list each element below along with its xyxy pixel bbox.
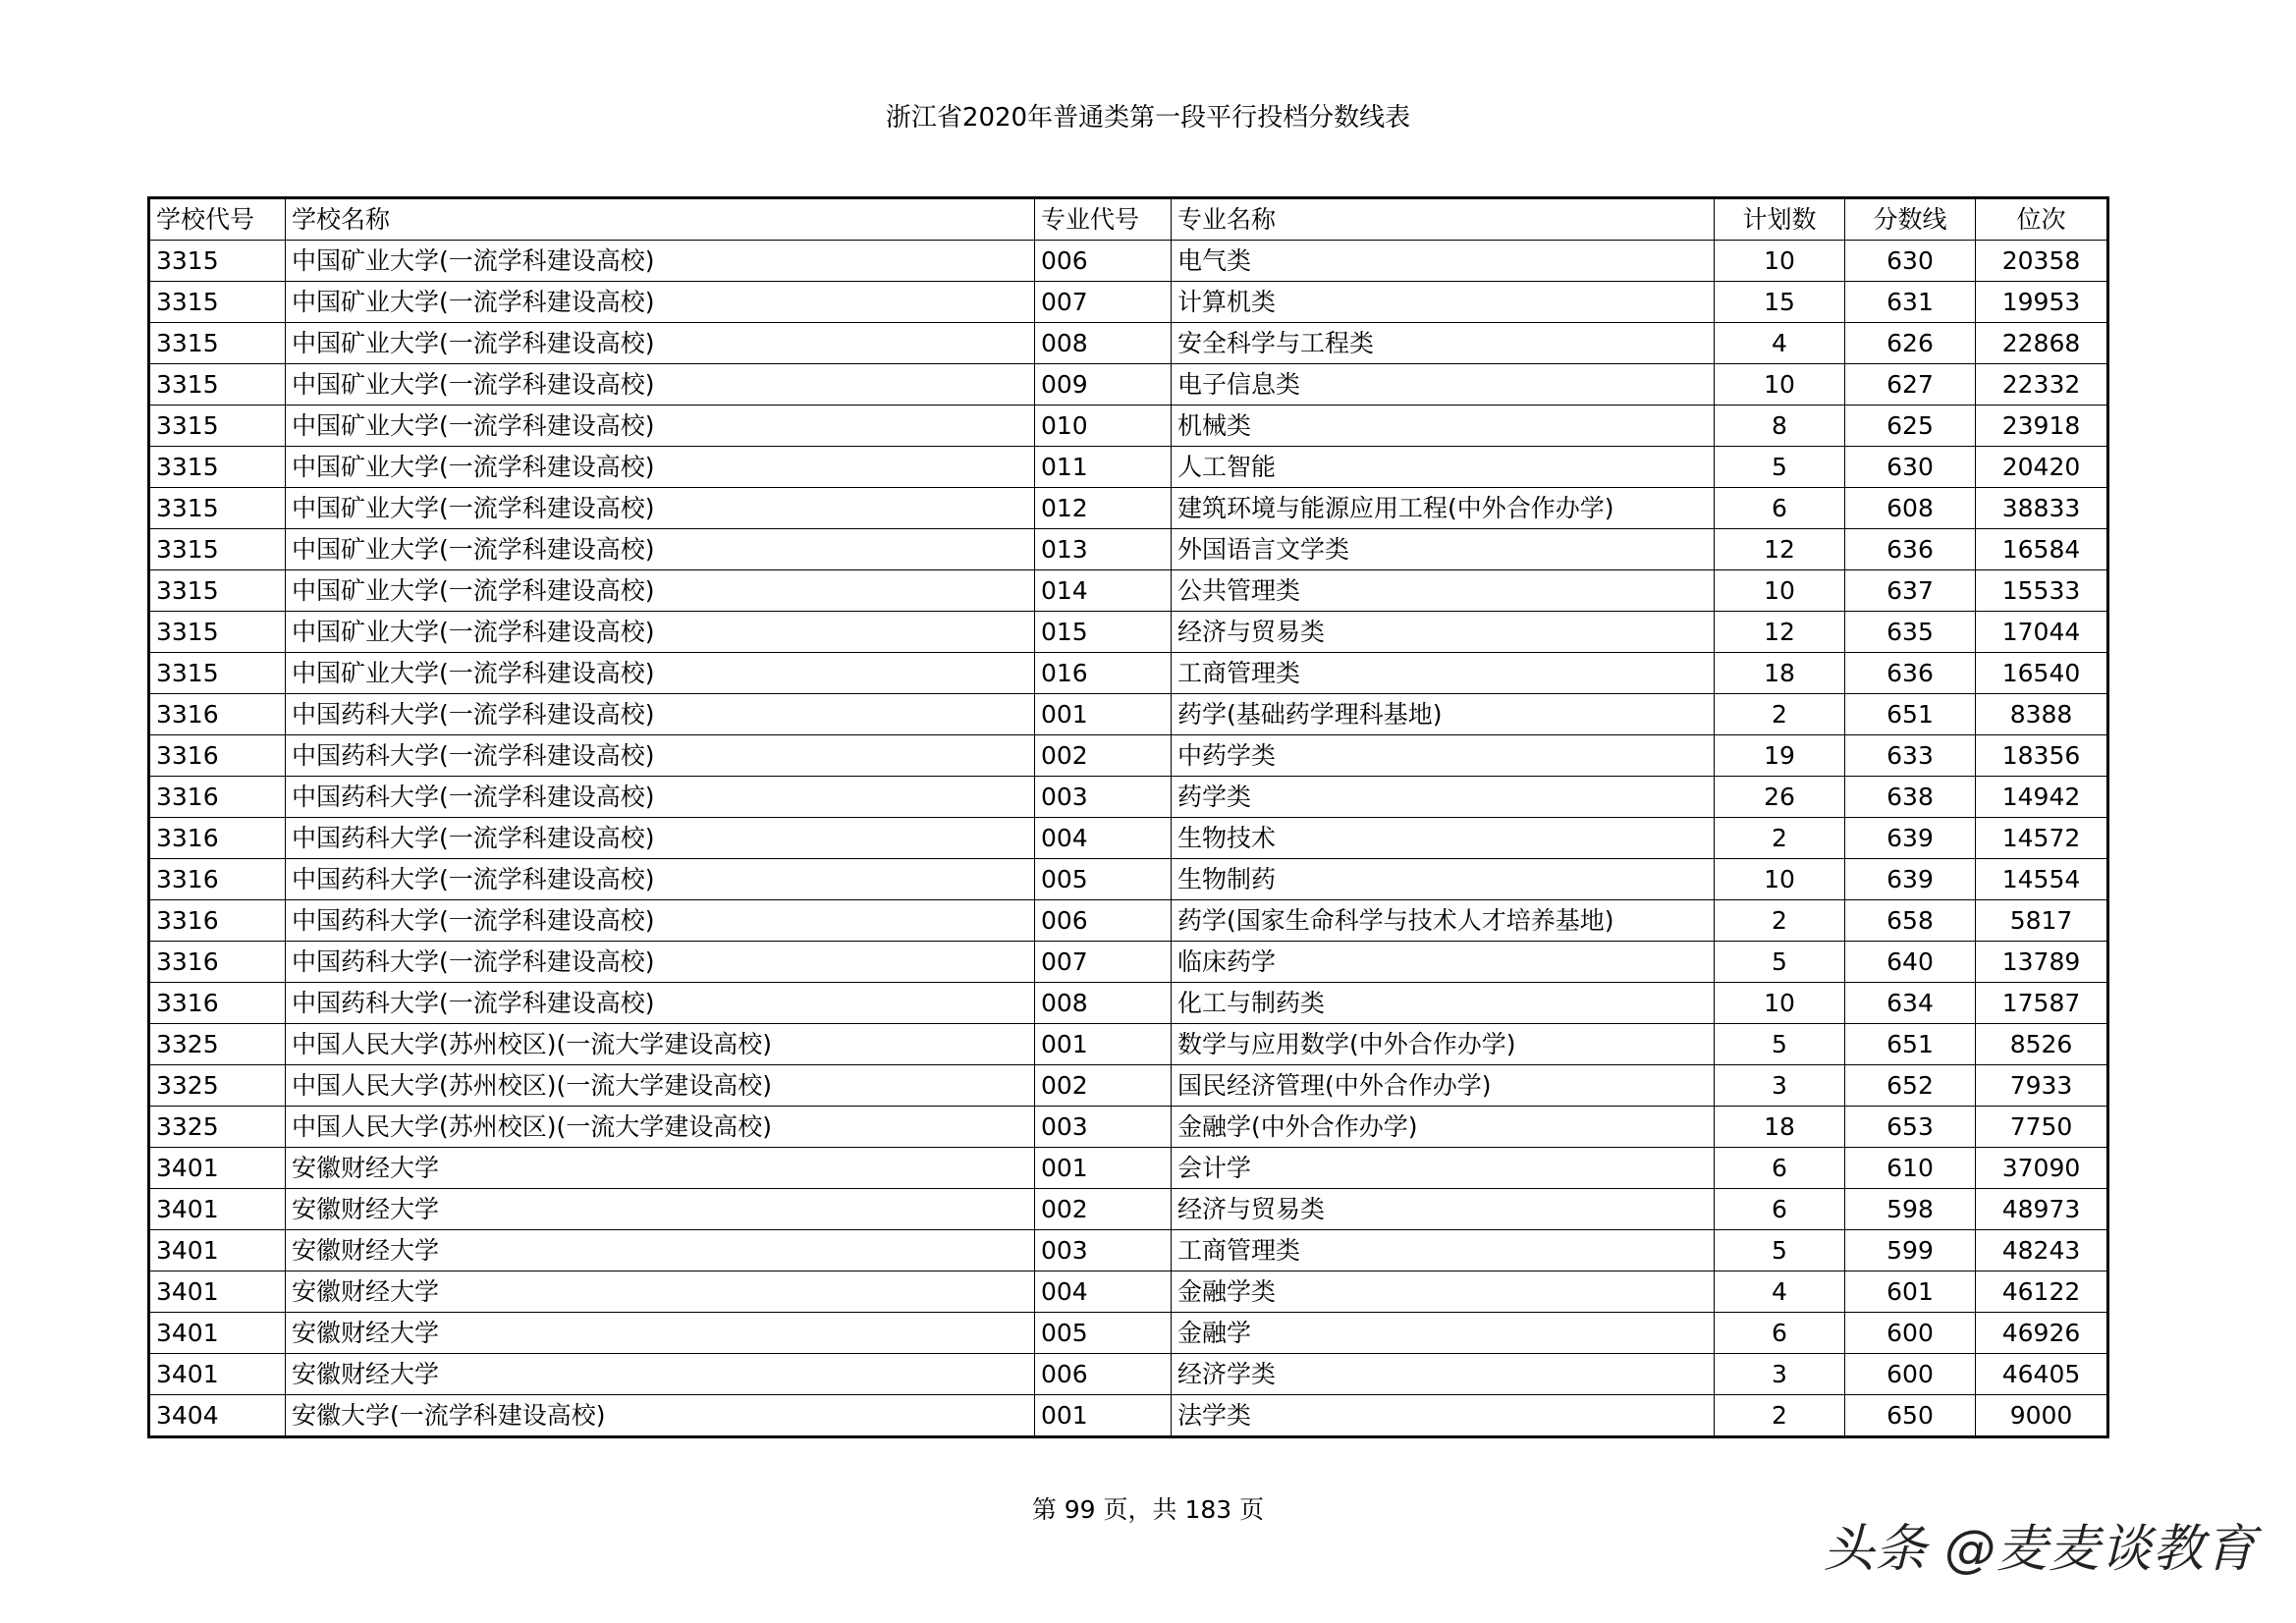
school-name-cell: 中国矿业大学(一流学科建设高校) [286, 406, 1035, 447]
rank-cell: 46405 [1976, 1354, 2108, 1395]
rank-cell: 15533 [1976, 570, 2108, 612]
school-name-cell: 中国矿业大学(一流学科建设高校) [286, 364, 1035, 406]
school-name-cell: 中国药科大学(一流学科建设高校) [286, 942, 1035, 983]
school-code-cell: 3401 [149, 1271, 286, 1313]
score-line-cell: 651 [1845, 1024, 1976, 1065]
header-major-code: 专业代号 [1035, 198, 1172, 241]
major-code-cell: 010 [1035, 406, 1172, 447]
plan-count-cell: 2 [1715, 694, 1845, 735]
score-line-cell: 600 [1845, 1313, 1976, 1354]
school-code-cell: 3316 [149, 900, 286, 942]
school-name-cell: 安徽财经大学 [286, 1189, 1035, 1230]
table-row [149, 612, 2108, 653]
score-line-cell: 650 [1845, 1395, 1976, 1437]
major-name-cell: 外国语言文学类 [1172, 529, 1715, 570]
table-row [149, 1148, 2108, 1189]
table-row [149, 364, 2108, 406]
table-row [149, 1395, 2108, 1437]
table-row [149, 529, 2108, 570]
major-code-cell: 002 [1035, 1065, 1172, 1107]
table-row [149, 570, 2108, 612]
table-row [149, 900, 2108, 942]
major-code-cell: 007 [1035, 942, 1172, 983]
header-plan-count: 计划数 [1715, 198, 1845, 241]
header-score-line: 分数线 [1845, 198, 1976, 241]
major-code-cell: 014 [1035, 570, 1172, 612]
school-name-cell: 中国人民大学(苏州校区)(一流大学建设高校) [286, 1107, 1035, 1148]
rank-cell: 17044 [1976, 612, 2108, 653]
rank-cell: 46122 [1976, 1271, 2108, 1313]
table-row [149, 406, 2108, 447]
plan-count-cell: 12 [1715, 529, 1845, 570]
plan-count-cell: 5 [1715, 942, 1845, 983]
plan-count-cell: 10 [1715, 983, 1845, 1024]
score-line-cell: 600 [1845, 1354, 1976, 1395]
major-name-cell: 人工智能 [1172, 447, 1715, 488]
major-code-cell: 001 [1035, 1024, 1172, 1065]
major-code-cell: 001 [1035, 694, 1172, 735]
school-name-cell: 中国矿业大学(一流学科建设高校) [286, 323, 1035, 364]
score-line-cell: 627 [1845, 364, 1976, 406]
major-name-cell: 金融学 [1172, 1313, 1715, 1354]
major-code-cell: 003 [1035, 777, 1172, 818]
plan-count-cell: 4 [1715, 1271, 1845, 1313]
table-row [149, 1230, 2108, 1271]
score-line-cell: 634 [1845, 983, 1976, 1024]
school-name-cell: 中国药科大学(一流学科建设高校) [286, 694, 1035, 735]
school-name-cell: 中国药科大学(一流学科建设高校) [286, 777, 1035, 818]
plan-count-cell: 8 [1715, 406, 1845, 447]
major-name-cell: 电子信息类 [1172, 364, 1715, 406]
plan-count-cell: 4 [1715, 323, 1845, 364]
plan-count-cell: 5 [1715, 1230, 1845, 1271]
table-row [149, 323, 2108, 364]
school-name-cell: 中国矿业大学(一流学科建设高校) [286, 653, 1035, 694]
school-code-cell: 3315 [149, 529, 286, 570]
watermark-logo-text: 头条 @麦麦谈教育 [1823, 1520, 2257, 1579]
major-name-cell: 电气类 [1172, 241, 1715, 282]
rank-cell: 13789 [1976, 942, 2108, 983]
school-name-cell: 中国药科大学(一流学科建设高校) [286, 735, 1035, 777]
major-name-cell: 建筑环境与能源应用工程(中外合作办学) [1172, 488, 1715, 529]
plan-count-cell: 12 [1715, 612, 1845, 653]
school-code-cell: 3316 [149, 735, 286, 777]
major-name-cell: 国民经济管理(中外合作办学) [1172, 1065, 1715, 1107]
school-code-cell: 3315 [149, 241, 286, 282]
score-line-cell: 653 [1845, 1107, 1976, 1148]
school-code-cell: 3401 [149, 1313, 286, 1354]
school-code-cell: 3315 [149, 406, 286, 447]
school-name-cell: 安徽财经大学 [286, 1354, 1035, 1395]
major-name-cell: 药学(基础药学理科基地) [1172, 694, 1715, 735]
school-code-cell: 3325 [149, 1024, 286, 1065]
rank-cell: 7933 [1976, 1065, 2108, 1107]
school-name-cell: 中国人民大学(苏州校区)(一流大学建设高校) [286, 1065, 1035, 1107]
major-name-cell: 药学(国家生命科学与技术人才培养基地) [1172, 900, 1715, 942]
score-line-cell: 636 [1845, 653, 1976, 694]
plan-count-cell: 2 [1715, 818, 1845, 859]
major-code-cell: 004 [1035, 818, 1172, 859]
rank-cell: 9000 [1976, 1395, 2108, 1437]
score-line-cell: 636 [1845, 529, 1976, 570]
school-name-cell: 中国矿业大学(一流学科建设高校) [286, 447, 1035, 488]
admission-score-table [147, 196, 2109, 1438]
major-code-cell: 007 [1035, 282, 1172, 323]
major-code-cell: 003 [1035, 1230, 1172, 1271]
rank-cell: 23918 [1976, 406, 2108, 447]
major-code-cell: 003 [1035, 1107, 1172, 1148]
rank-cell: 8388 [1976, 694, 2108, 735]
table-row [149, 942, 2108, 983]
plan-count-cell: 10 [1715, 859, 1845, 900]
table-row [149, 1313, 2108, 1354]
header-rank: 位次 [1976, 198, 2108, 241]
table-row [149, 1271, 2108, 1313]
score-line-cell: 599 [1845, 1230, 1976, 1271]
major-code-cell: 002 [1035, 735, 1172, 777]
plan-count-cell: 6 [1715, 1148, 1845, 1189]
table-row [149, 735, 2108, 777]
major-name-cell: 经济与贸易类 [1172, 612, 1715, 653]
major-code-cell: 002 [1035, 1189, 1172, 1230]
major-name-cell: 公共管理类 [1172, 570, 1715, 612]
table-row [149, 1189, 2108, 1230]
major-name-cell: 安全科学与工程类 [1172, 323, 1715, 364]
plan-count-cell: 15 [1715, 282, 1845, 323]
table-row [149, 488, 2108, 529]
school-code-cell: 3315 [149, 364, 286, 406]
header-major-name: 专业名称 [1172, 198, 1715, 241]
school-code-cell: 3404 [149, 1395, 286, 1437]
table-row [149, 653, 2108, 694]
score-line-cell: 626 [1845, 323, 1976, 364]
table-row [149, 818, 2108, 859]
school-code-cell: 3315 [149, 323, 286, 364]
plan-count-cell: 6 [1715, 1313, 1845, 1354]
document-title: 浙江省2020年普通类第一段平行投档分数线表 [885, 103, 1411, 133]
score-line-cell: 635 [1845, 612, 1976, 653]
score-line-cell: 638 [1845, 777, 1976, 818]
score-line-cell: 625 [1845, 406, 1976, 447]
major-name-cell: 经济学类 [1172, 1354, 1715, 1395]
major-code-cell: 012 [1035, 488, 1172, 529]
rank-cell: 14942 [1976, 777, 2108, 818]
school-code-cell: 3315 [149, 488, 286, 529]
rank-cell: 19953 [1976, 282, 2108, 323]
major-code-cell: 011 [1035, 447, 1172, 488]
school-name-cell: 安徽财经大学 [286, 1148, 1035, 1189]
header-school-code: 学校代号 [149, 198, 286, 241]
score-line-cell: 640 [1845, 942, 1976, 983]
rank-cell: 5817 [1976, 900, 2108, 942]
major-name-cell: 临床药学 [1172, 942, 1715, 983]
major-code-cell: 001 [1035, 1395, 1172, 1437]
school-code-cell: 3401 [149, 1148, 286, 1189]
major-name-cell: 金融学类 [1172, 1271, 1715, 1313]
major-name-cell: 生物制药 [1172, 859, 1715, 900]
school-code-cell: 3315 [149, 282, 286, 323]
major-name-cell: 会计学 [1172, 1148, 1715, 1189]
major-name-cell: 生物技术 [1172, 818, 1715, 859]
school-code-cell: 3325 [149, 1065, 286, 1107]
school-code-cell: 3401 [149, 1189, 286, 1230]
table-row [149, 777, 2108, 818]
rank-cell: 16584 [1976, 529, 2108, 570]
score-line-cell: 639 [1845, 818, 1976, 859]
score-line-cell: 630 [1845, 241, 1976, 282]
score-line-cell: 658 [1845, 900, 1976, 942]
major-name-cell: 数学与应用数学(中外合作办学) [1172, 1024, 1715, 1065]
major-name-cell: 中药学类 [1172, 735, 1715, 777]
school-code-cell: 3315 [149, 653, 286, 694]
score-line-cell: 598 [1845, 1189, 1976, 1230]
plan-count-cell: 10 [1715, 364, 1845, 406]
school-name-cell: 中国药科大学(一流学科建设高校) [286, 818, 1035, 859]
school-name-cell: 中国矿业大学(一流学科建设高校) [286, 282, 1035, 323]
rank-cell: 8526 [1976, 1024, 2108, 1065]
rank-cell: 18356 [1976, 735, 2108, 777]
rank-cell: 46926 [1976, 1313, 2108, 1354]
major-name-cell: 经济与贸易类 [1172, 1189, 1715, 1230]
major-name-cell: 工商管理类 [1172, 1230, 1715, 1271]
school-code-cell: 3316 [149, 942, 286, 983]
school-name-cell: 中国矿业大学(一流学科建设高校) [286, 488, 1035, 529]
school-code-cell: 3325 [149, 1107, 286, 1148]
major-code-cell: 008 [1035, 323, 1172, 364]
rank-cell: 17587 [1976, 983, 2108, 1024]
major-code-cell: 006 [1035, 900, 1172, 942]
plan-count-cell: 10 [1715, 241, 1845, 282]
table-row [149, 1024, 2108, 1065]
rank-cell: 20358 [1976, 241, 2108, 282]
rank-cell: 16540 [1976, 653, 2108, 694]
major-name-cell: 金融学(中外合作办学) [1172, 1107, 1715, 1148]
school-name-cell: 中国药科大学(一流学科建设高校) [286, 859, 1035, 900]
table-row [149, 447, 2108, 488]
rank-cell: 48243 [1976, 1230, 2108, 1271]
school-code-cell: 3316 [149, 777, 286, 818]
score-line-cell: 652 [1845, 1065, 1976, 1107]
major-code-cell: 009 [1035, 364, 1172, 406]
score-line-cell: 601 [1845, 1271, 1976, 1313]
score-line-cell: 630 [1845, 447, 1976, 488]
table-row [149, 241, 2108, 282]
school-code-cell: 3315 [149, 570, 286, 612]
score-line-cell: 651 [1845, 694, 1976, 735]
plan-count-cell: 3 [1715, 1065, 1845, 1107]
major-code-cell: 006 [1035, 241, 1172, 282]
plan-count-cell: 3 [1715, 1354, 1845, 1395]
rank-cell: 37090 [1976, 1148, 2108, 1189]
score-line-cell: 631 [1845, 282, 1976, 323]
table-body [149, 241, 2108, 1437]
header-school-name: 学校名称 [286, 198, 1035, 241]
school-name-cell: 安徽大学(一流学科建设高校) [286, 1395, 1035, 1437]
page-footer: 第 99 页，共 183 页 [1031, 1495, 1265, 1524]
school-code-cell: 3316 [149, 983, 286, 1024]
major-code-cell: 013 [1035, 529, 1172, 570]
rank-cell: 14572 [1976, 818, 2108, 859]
plan-count-cell: 5 [1715, 1024, 1845, 1065]
table-row [149, 282, 2108, 323]
plan-count-cell: 2 [1715, 900, 1845, 942]
plan-count-cell: 26 [1715, 777, 1845, 818]
rank-cell: 38833 [1976, 488, 2108, 529]
score-line-cell: 637 [1845, 570, 1976, 612]
plan-count-cell: 5 [1715, 447, 1845, 488]
major-name-cell: 工商管理类 [1172, 653, 1715, 694]
major-code-cell: 005 [1035, 859, 1172, 900]
school-name-cell: 中国矿业大学(一流学科建设高校) [286, 529, 1035, 570]
school-code-cell: 3315 [149, 612, 286, 653]
score-line-cell: 639 [1845, 859, 1976, 900]
plan-count-cell: 18 [1715, 653, 1845, 694]
rank-cell: 7750 [1976, 1107, 2108, 1148]
school-code-cell: 3316 [149, 859, 286, 900]
rank-cell: 22868 [1976, 323, 2108, 364]
school-name-cell: 安徽财经大学 [286, 1271, 1035, 1313]
major-name-cell: 计算机类 [1172, 282, 1715, 323]
school-code-cell: 3401 [149, 1230, 286, 1271]
school-name-cell: 安徽财经大学 [286, 1230, 1035, 1271]
plan-count-cell: 18 [1715, 1107, 1845, 1148]
school-name-cell: 中国矿业大学(一流学科建设高校) [286, 612, 1035, 653]
rank-cell: 14554 [1976, 859, 2108, 900]
plan-count-cell: 10 [1715, 570, 1845, 612]
major-code-cell: 001 [1035, 1148, 1172, 1189]
table-header-row [149, 198, 2108, 241]
score-line-cell: 610 [1845, 1148, 1976, 1189]
major-name-cell: 化工与制药类 [1172, 983, 1715, 1024]
school-name-cell: 中国药科大学(一流学科建设高校) [286, 983, 1035, 1024]
major-code-cell: 004 [1035, 1271, 1172, 1313]
table-row [149, 1107, 2108, 1148]
table-row [149, 983, 2108, 1024]
plan-count-cell: 6 [1715, 488, 1845, 529]
table-row [149, 1354, 2108, 1395]
plan-count-cell: 6 [1715, 1189, 1845, 1230]
rank-cell: 20420 [1976, 447, 2108, 488]
rank-cell: 48973 [1976, 1189, 2108, 1230]
table-row [149, 1065, 2108, 1107]
major-code-cell: 005 [1035, 1313, 1172, 1354]
major-name-cell: 机械类 [1172, 406, 1715, 447]
school-name-cell: 安徽财经大学 [286, 1313, 1035, 1354]
school-code-cell: 3401 [149, 1354, 286, 1395]
major-code-cell: 008 [1035, 983, 1172, 1024]
table-row [149, 694, 2108, 735]
major-name-cell: 法学类 [1172, 1395, 1715, 1437]
rank-cell: 22332 [1976, 364, 2108, 406]
score-line-cell: 608 [1845, 488, 1976, 529]
major-code-cell: 016 [1035, 653, 1172, 694]
major-name-cell: 药学类 [1172, 777, 1715, 818]
school-code-cell: 3315 [149, 447, 286, 488]
plan-count-cell: 19 [1715, 735, 1845, 777]
school-name-cell: 中国人民大学(苏州校区)(一流大学建设高校) [286, 1024, 1035, 1065]
major-code-cell: 006 [1035, 1354, 1172, 1395]
school-code-cell: 3316 [149, 818, 286, 859]
school-name-cell: 中国药科大学(一流学科建设高校) [286, 900, 1035, 942]
score-line-cell: 633 [1845, 735, 1976, 777]
school-name-cell: 中国矿业大学(一流学科建设高校) [286, 570, 1035, 612]
school-name-cell: 中国矿业大学(一流学科建设高校) [286, 241, 1035, 282]
table-row [149, 859, 2108, 900]
school-code-cell: 3316 [149, 694, 286, 735]
plan-count-cell: 2 [1715, 1395, 1845, 1437]
major-code-cell: 015 [1035, 612, 1172, 653]
